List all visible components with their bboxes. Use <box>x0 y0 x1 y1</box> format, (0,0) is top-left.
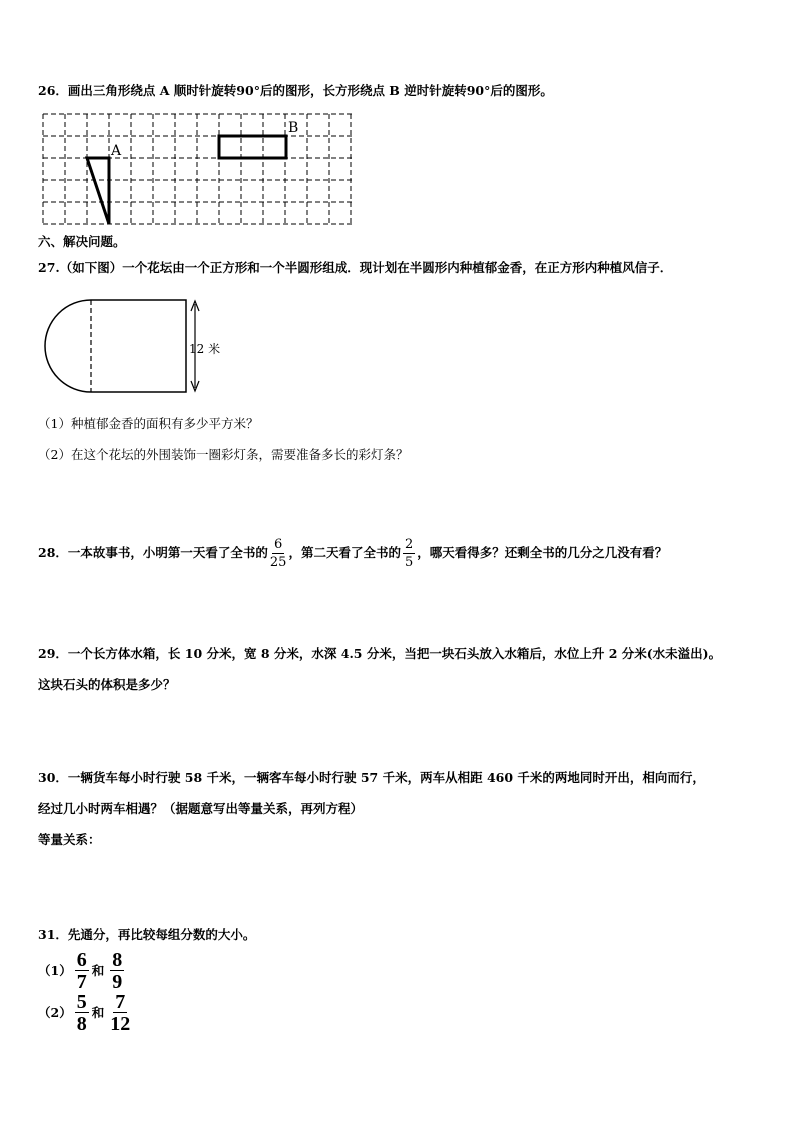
and-word: 和 <box>91 1005 105 1020</box>
q27-sub2: （2）在这个花坛的外围装饰一圈彩灯条，需要准备多长的彩灯条？ <box>38 447 409 462</box>
q27-sub1: （1）种植郁金香的面积有多少平方米？ <box>38 416 259 431</box>
q27-text: 27.（如下图）一个花坛由一个正方形和一个半圆形组成．现计划在半圆形内种植郁金香，在正方形内种植风信子． <box>38 260 673 275</box>
fraction-6-25: $\frac{6}{25}$ <box>269 536 287 570</box>
q30-line1: 30．一辆货车每小时行驶 58 千米，一辆客车每小时行驶 57 千米，两车从相距 460 千米的两地同时开出，相向而行， <box>38 770 705 785</box>
triangle-shape <box>87 158 109 224</box>
dimension-label: 12 米 <box>189 342 221 356</box>
q29-line2: 这块石头的体积是多少？ <box>38 677 176 692</box>
q31-group2 <box>38 992 133 1034</box>
group2-label: （2） <box>38 1005 72 1020</box>
fraction-8-9: $\frac{8}{9}$ <box>112 949 123 993</box>
rectangle-shape <box>219 136 286 158</box>
q28-part2: ，第二天看了全书的 <box>288 545 401 560</box>
label-point-a: A <box>111 143 122 159</box>
flower-bed-figure <box>38 296 238 398</box>
q28-line <box>38 536 667 570</box>
fraction-7-12: $\frac{7}{12}$ <box>110 991 131 1035</box>
fraction-6-7: $\frac{6}{7}$ <box>76 949 87 993</box>
q30-line2: 经过几小时两车相遇？（据题意写出等量关系，再列方程） <box>38 801 364 816</box>
q29-line1: 29．一个长方体水箱，长 10 分米，宽 8 分米，水深 4.5 分米，当把一块石头放入水箱后，水位上升 2 分米(水未溢出)。 <box>38 646 722 661</box>
q28-part3: ，哪天看得多？还剩全书的几分之几没有看？ <box>417 545 668 560</box>
fraction-2-5: $\frac{2}{5}$ <box>404 536 414 570</box>
q31-group1 <box>38 950 127 992</box>
section-title: 六、解决问题。 <box>38 234 126 249</box>
q30-line3: 等量关系： <box>38 832 101 847</box>
fraction-5-8: $\frac{5}{8}$ <box>76 991 87 1035</box>
and-word: 和 <box>91 963 105 978</box>
q28-part1: 28．一本故事书，小明第一天看了全书的 <box>38 545 268 560</box>
rotation-grid-figure <box>40 112 360 227</box>
label-point-b: B <box>288 120 299 136</box>
q31-text: 31．先通分，再比较每组分数的大小。 <box>38 927 256 942</box>
group1-label: （1） <box>38 963 72 978</box>
q26-text: 26．画出三角形绕点 A 顺时针旋转90°后的图形，长方形绕点 B 逆时针旋转90°后的图形。 <box>38 83 553 98</box>
